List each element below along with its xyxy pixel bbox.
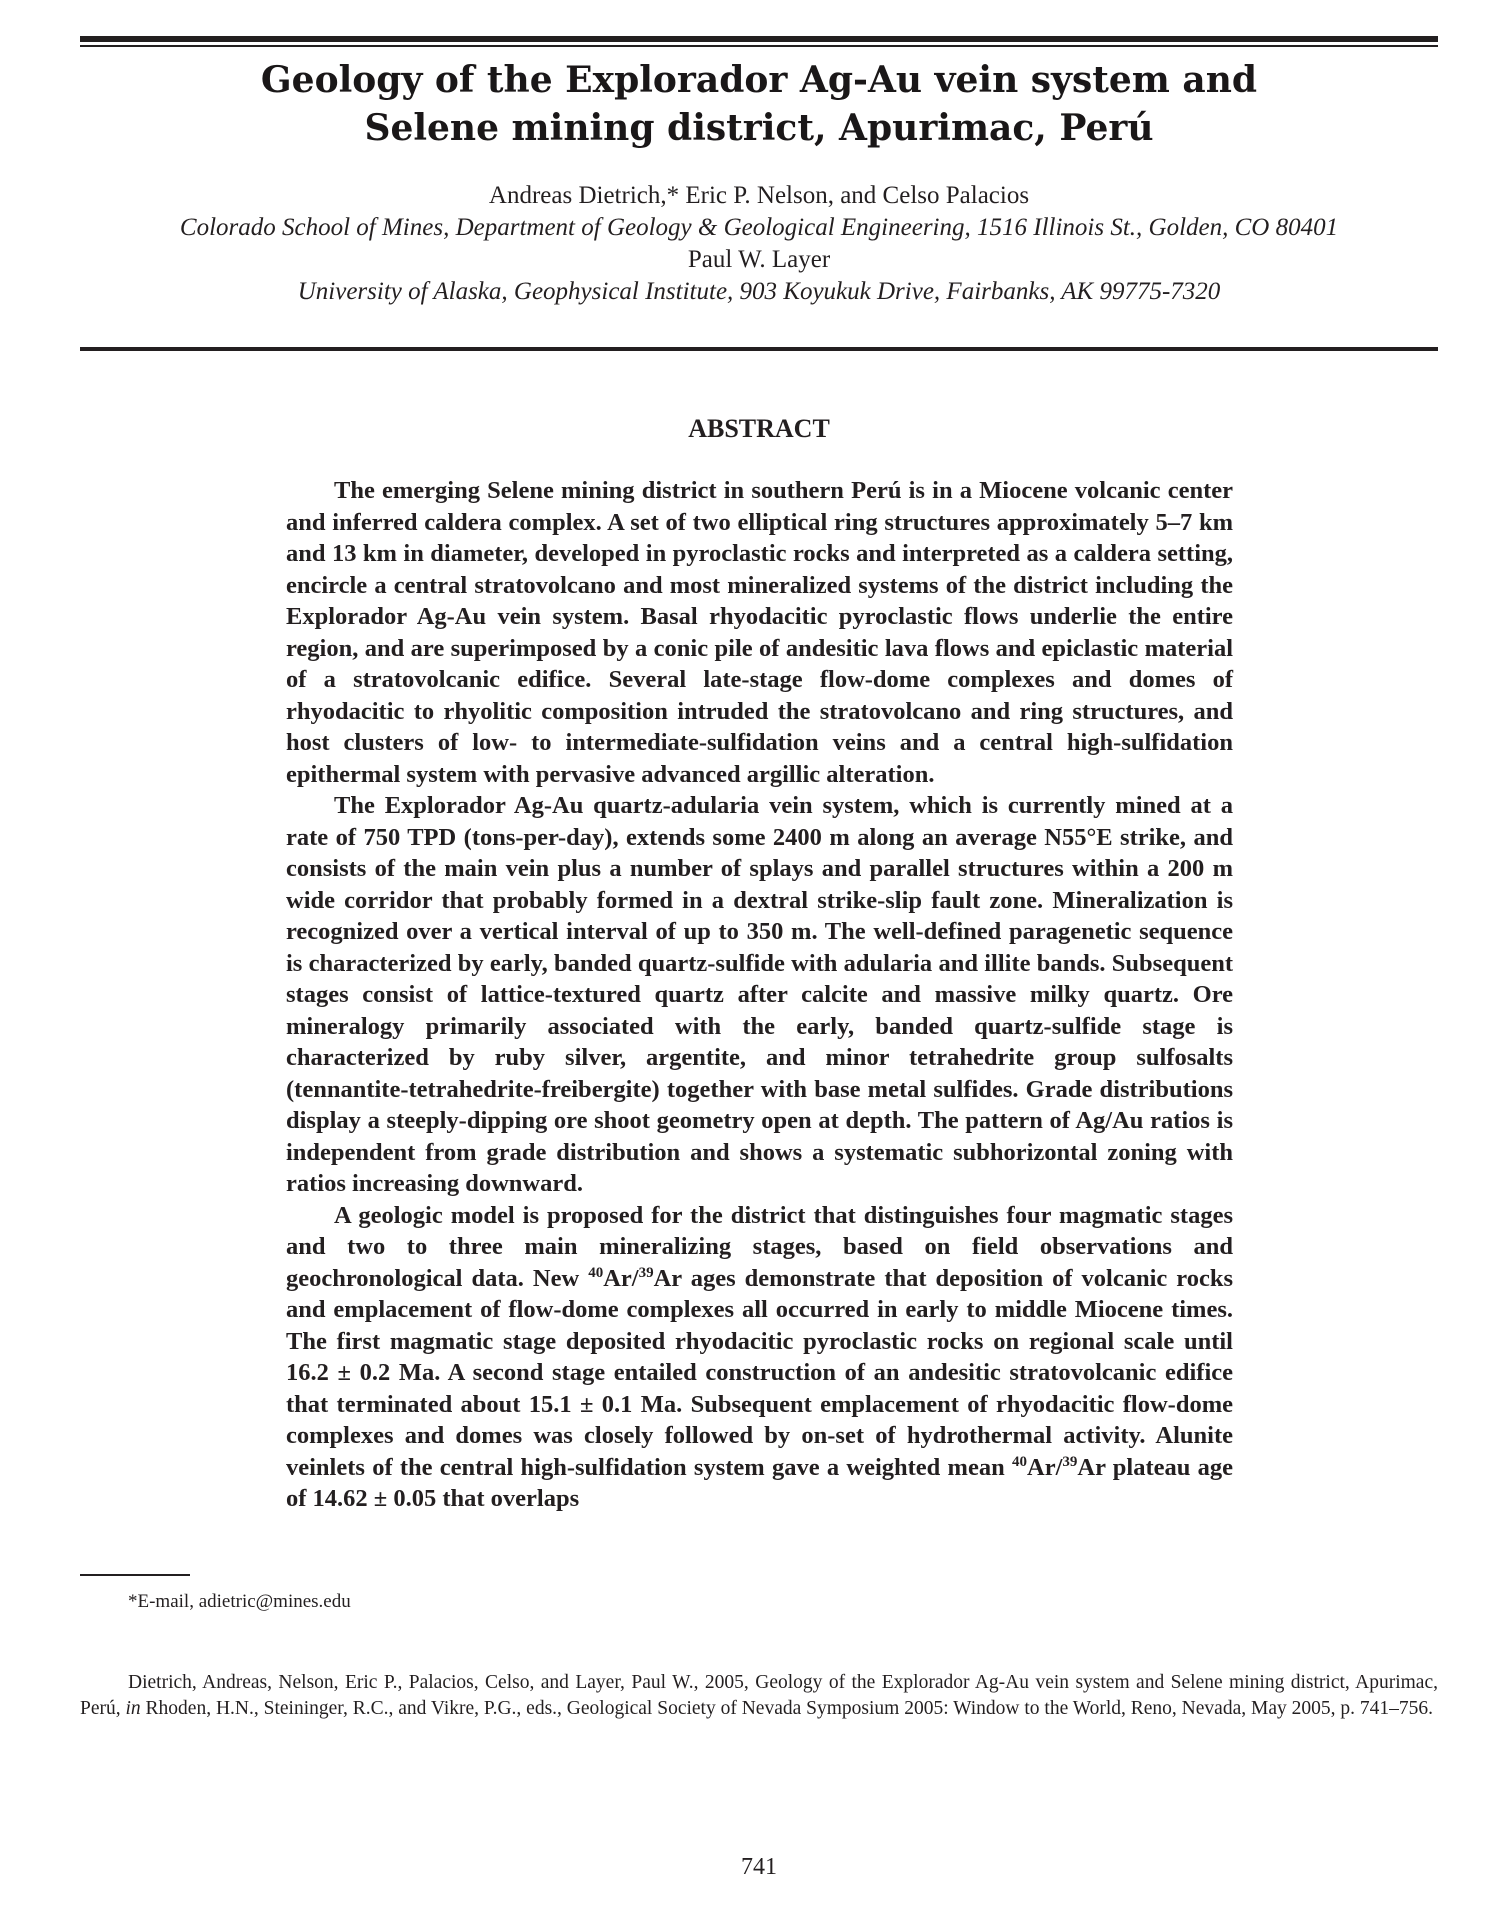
- citation-block: [80, 1670, 1438, 1722]
- header-divider: [80, 347, 1438, 351]
- superscript-39-b: 39: [1062, 1453, 1078, 1470]
- superscript-40-b: 40: [1012, 1453, 1027, 1470]
- author-names-1: Andreas Dietrich,* Eric P. Nelson, and Celso Palacios: [488, 182, 1030, 209]
- title-line-1: Geology of the Explorador Ag-Au vein system and: [260, 59, 1258, 101]
- page-number: 741: [741, 1854, 777, 1880]
- abstract-p3-text-b: Ar ages demonstrate that deposition of volcanic rocks and emplacement of flow-dome complexes all occurred in early to middle Miocene times. The first magmatic stage deposited rhyodacitic pyroclastic rocks on regional scale until 16.2 ± 0.2 Ma. A second stage entailed construction of an andesitic stratovolcanic edifice that terminated about 15.1 ± 0.1 Ma. Subsequent emplacement of rhyodacitic flow-dome complexes and domes was closely followed by on-set of hydrothermal activity. Alunite veinlets of the central high-sulfidation system gave a weighted mean: [286, 1264, 1233, 1481]
- superscript-40: 40: [588, 1264, 604, 1281]
- abstract-heading: ABSTRACT: [688, 414, 830, 443]
- author-names-2: Paul W. Layer: [687, 246, 831, 273]
- abstract-paragraph-3: [286, 1200, 1233, 1515]
- footnote-email: *E-mail, adietric@mines.edu: [128, 1591, 351, 1612]
- superscript-39: 39: [638, 1264, 654, 1281]
- abstract-p3-text-c: Ar plateau age of 14.62 ± 0.05 that overlaps: [286, 1453, 1234, 1512]
- argon-label-b: Ar/: [1027, 1453, 1063, 1481]
- citation-part-1: Dietrich, Andreas, Nelson, Eric P., Palacios, Celso, and Layer, Paul W., 2005, Geology of the Explorador Ag-Au vein system and Selene mining district, Apurimac, Perú,: [80, 1672, 1438, 1719]
- abstract-paragraph-1: The emerging Selene mining district in southern Perú is in a Miocene volcanic center and inferred caldera complex. A set of two elliptical ring structures approximately 5–7 km and 13 km in diameter, developed in pyroclastic rocks and interpreted as a caldera setting, encircle a central stratovolcano and most mineralized systems of the district including the Explorador Ag-Au vein system. Basal rhyodacitic pyroclastic flows underlie the entire region, and are superimposed by a conic pile of andesitic lava flows and epiclastic material of a stratovolcanic edifice. Several late-stage flow-dome complexes and domes of rhyodacitic to rhyolitic composition intruded the stratovolcano and ring structures, and host clusters of low- to intermediate-sulfidation veins and a central high-sulfidation epithermal system with pervasive advanced argillic alteration.: [286, 477, 1233, 788]
- author-affiliation-2: University of Alaska, Geophysical Institute, 903 Koyukuk Drive, Fairbanks, AK 99775-7320: [297, 278, 1221, 305]
- citation-in: in: [125, 1698, 141, 1719]
- abstract-body: [286, 475, 1233, 1515]
- citation-part-2: Rhoden, H.N., Steininger, R.C., and Vikre, P.G., eds., Geological Society of Nevada Symposium 2005: Window to the World, Reno, Nevada, May 2005, p. 741–756.: [145, 1698, 1433, 1719]
- top-rule-thin: [80, 45, 1438, 47]
- author-affiliation-1: Colorado School of Mines, Department of Geology & Geological Engineering, 1516 Illinois St., Golden, CO 80401: [179, 214, 1339, 241]
- footnote-rule: [80, 1574, 190, 1576]
- top-rule-thick: [80, 36, 1438, 42]
- argon-label: Ar/: [603, 1264, 639, 1292]
- paper-title: [80, 56, 1438, 152]
- title-line-2: Selene mining district, Apurimac, Perú: [364, 107, 1154, 149]
- abstract-p3-text-a: A geologic model is proposed for the district that distinguishes four magmatic stages and two to three main mineralizing stages, based on field observations and geochronological data. New: [286, 1201, 1233, 1292]
- abstract-paragraph-2: The Explorador Ag-Au quartz-adularia vein system, which is currently mined at a rate of 750 TPD (tons-per-day), extends some 2400 m along an average N55°E strike, and consists of the main vein plus a number of splays and parallel structures within a 200 m wide corridor that probably formed in a dextral strike-slip fault zone. Mineralization is recognized over a vertical interval of up to 350 m. The well-defined paragenetic sequence is characterized by early, banded quartz-sulfide with adularia and illite bands. Subsequent stages consist of lattice-textured quartz after calcite and massive milky quartz. Ore mineralogy primarily associated with the early, banded quartz-sulfide stage is characterized by ruby silver, argentite, and minor tetrahedrite group sulfosalts (tennantite-tetrahedrite-freibergite) together with base metal sulfides. Grade distributions display a steeply-dipping ore shoot geometry open at depth. The pattern of Ag/Au ratios is independent from grade distribution and shows a systematic subhorizontal zoning with ratios increasing downward.: [286, 792, 1233, 1197]
- author-block: [80, 180, 1438, 308]
